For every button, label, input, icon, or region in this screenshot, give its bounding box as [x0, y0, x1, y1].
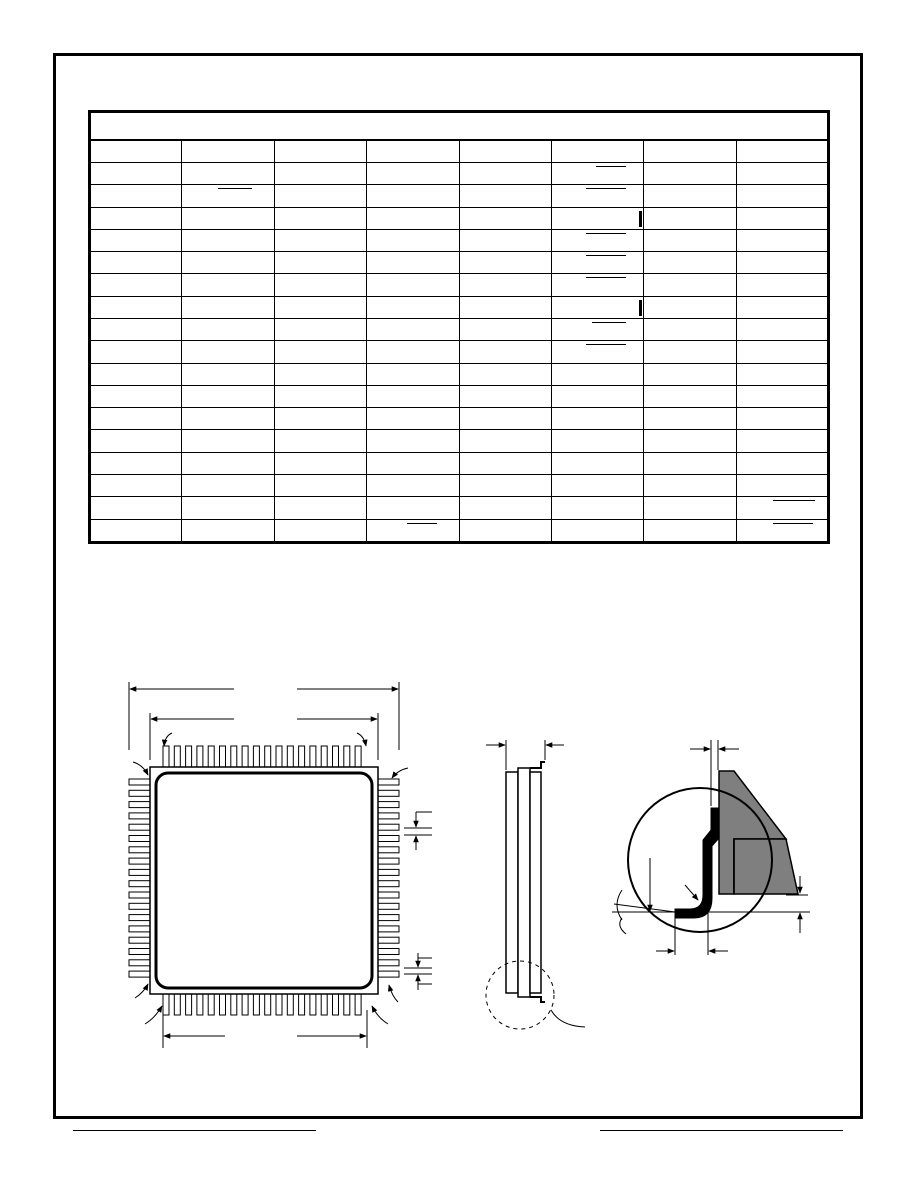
lead-pin [253, 746, 259, 767]
lead-pin [378, 824, 399, 830]
detail-angle-arc-2 [620, 918, 626, 934]
lead-pin [287, 746, 293, 767]
lead-pin [129, 836, 150, 842]
leader-left-bottom [135, 984, 148, 998]
lead-pin [231, 746, 237, 767]
lead-pin [186, 994, 192, 1015]
lead-pin [129, 881, 150, 887]
lead-pin [129, 926, 150, 932]
lead-pin [129, 869, 150, 875]
lead-pin [186, 746, 192, 767]
lead-pin [321, 746, 327, 767]
detail-callout-leader [551, 1010, 585, 1027]
lead-pin [220, 746, 226, 767]
lead-pin [129, 915, 150, 921]
lead-pin [129, 960, 150, 966]
lead-pin [321, 994, 327, 1015]
lead-pin [129, 892, 150, 898]
lead-pin [231, 994, 237, 1015]
lead-pin [276, 746, 282, 767]
leader-right-top [392, 768, 408, 778]
lead-pin [378, 813, 399, 819]
leader-bottom-left [145, 1006, 162, 1024]
side-body-left [506, 772, 518, 993]
lead-pin [174, 746, 180, 767]
lead-pin [299, 746, 305, 767]
lead-pin [163, 994, 169, 1015]
lead-pin [378, 847, 399, 853]
side-lead-top [530, 762, 545, 768]
lead-pin [129, 813, 150, 819]
detail-body-lower [734, 839, 798, 894]
lead-pin [355, 746, 361, 767]
lead-pin [129, 858, 150, 864]
package-body-inner [156, 773, 372, 988]
package-side-view [486, 740, 585, 1029]
lead-pin [378, 802, 399, 808]
lead-pin [378, 892, 399, 898]
lead-pin [344, 746, 350, 767]
lead-detail-view [612, 740, 810, 955]
lead-pin [163, 746, 169, 767]
lead-pin [378, 915, 399, 921]
lead-pin [378, 858, 399, 864]
lead-pin [220, 994, 226, 1015]
lead-pin [378, 949, 399, 955]
leader-left-top [133, 762, 148, 775]
lead-pin [378, 960, 399, 966]
pins-top-row [163, 746, 361, 767]
leader-bottom-right [372, 1006, 388, 1024]
lead-pin [378, 926, 399, 932]
lead-pin [129, 790, 150, 796]
lead-pin [378, 971, 399, 977]
lead-pin [378, 779, 399, 785]
footer-line-right [600, 1130, 843, 1131]
lead-pin [129, 903, 150, 909]
lead-pin [265, 746, 271, 767]
lead-pin [378, 836, 399, 842]
side-lead-bottom [530, 997, 545, 1002]
lead-pin [129, 779, 150, 785]
lead-pin [378, 869, 399, 875]
lead-pin [276, 994, 282, 1015]
pins-right-column [378, 779, 399, 977]
lead-pin [355, 994, 361, 1015]
lead-pin [129, 824, 150, 830]
detail-lead [675, 808, 719, 918]
leader-top-right [357, 733, 366, 746]
lead-pin [265, 994, 271, 1015]
lead-pin [129, 949, 150, 955]
lead-pin [129, 971, 150, 977]
lead-pin [129, 937, 150, 943]
lead-pin [208, 746, 214, 767]
footer-line-left [73, 1130, 316, 1131]
lead-pin [242, 746, 248, 767]
lead-pin [310, 746, 316, 767]
lead-pin [197, 994, 203, 1015]
lead-pin [378, 937, 399, 943]
side-body-center [518, 768, 530, 997]
detail-pointer [685, 885, 698, 900]
lead-pin [333, 746, 339, 767]
lead-pin [197, 746, 203, 767]
lead-pin [174, 994, 180, 1015]
lead-pin [287, 994, 293, 1015]
lead-pin [299, 994, 305, 1015]
lead-pin [378, 881, 399, 887]
lead-pin [344, 994, 350, 1015]
lead-pin [208, 994, 214, 1015]
leader-right-bottom [389, 985, 398, 1002]
side-body-right [530, 772, 541, 993]
pins-bottom-row [163, 994, 361, 1015]
lead-pin [378, 790, 399, 796]
leader-top-left [164, 733, 172, 746]
lead-pin [333, 994, 339, 1015]
lead-pin [253, 994, 259, 1015]
pins-left-column [129, 779, 150, 977]
package-top-view [129, 682, 432, 1048]
lead-pin [242, 994, 248, 1015]
lead-pin [129, 802, 150, 808]
lead-pin [129, 847, 150, 853]
lead-pin [310, 994, 316, 1015]
lead-pin [378, 903, 399, 909]
